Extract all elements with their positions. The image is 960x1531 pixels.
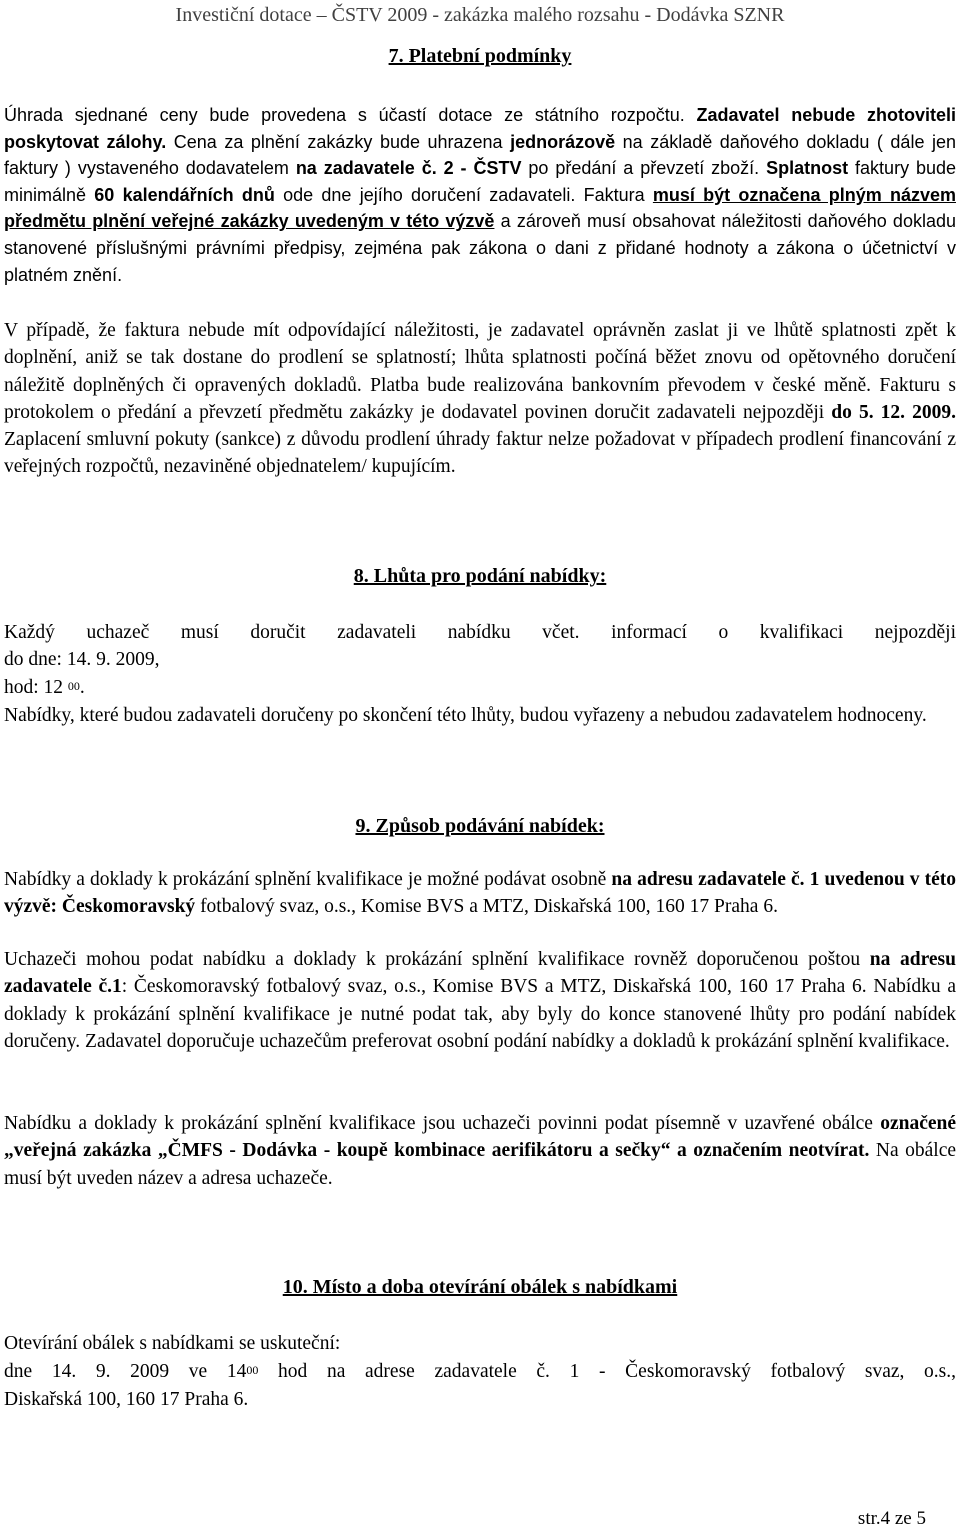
section-8-title xyxy=(0,565,960,588)
section-10-title xyxy=(0,1276,960,1299)
section-8-deadline-hour: hod: 12 $^{00}$. xyxy=(4,677,85,698)
section-10-line-3: Diskařská 100, 160 17 Praha 6. xyxy=(4,1389,249,1410)
section-9-paragraph-2: Uchazeči mohou podat nabídku a doklady k prokázání splnění kvalifikace rovněž doporučenou poštou na adresu zadavatele č.1: Českomoravský fotbalový svaz, o.s., Komise BVS a MTZ, Diskařská 100, 160 17 Praha 6. Nabídku a doklady k prokázání splnění kvalifikace je nutné podat tak, aby byly do konce stanovené lhůty pro podání nabídek doručeny. Zadavatel doporučuje uchazečům preferovat osobní podání nabídky a dokladů k prokázání splnění kvalifikace. xyxy=(4,949,956,1052)
section-7-title-text: 7. Platební podmínky xyxy=(388,45,572,67)
page-number: str.4 ze 5 xyxy=(857,1508,926,1529)
section-8-line-1: Každý uchazeč musí doručit zadavateli nabídku včet. informací o kvalifikaci nejpozději xyxy=(4,622,956,643)
section-10-line-2: dne 14. 9. 2009 ve $14^{00}$ hod na adrese zadavatele č. 1 - Českomoravský fotbalový svaz, o.s., xyxy=(4,1361,957,1382)
section-9-title xyxy=(0,815,960,838)
section-10-title-text: 10. Místo a doba otevírání obálek s nabídkami xyxy=(282,1276,678,1298)
section-10-line-1: Otevírání obálek s nabídkami se uskuteční: xyxy=(4,1333,341,1354)
section-7-paragraph-2: V případě, že faktura nebude mít odpovídající náležitosti, je zadavatel oprávněn zaslat ji ve lhůtě splatnosti zpět k doplnění, aniž se tak dostane do prodlení se splatností; lhůta splatnosti počíná běžet znovu od opětovného doručení náležitě doplněných či opravených dokladů. Platba bude realizována bankovním převodem v české měně. Fakturu s protokolem o předání a převzetí předmětu zakázky je dodavatel povinen doručit zadavateli nejpozději do 5. 12. 2009. Zaplacení smluvní pokuty (sankce) z důvodu prodlení úhrady faktur nelze požadovat v případech prodlení financování z veřejných rozpočtů, nezaviněné objednatelem/ kupujícím. xyxy=(4,320,956,478)
section-8-title-text: 8. Lhůta pro podání nabídky: xyxy=(353,565,607,587)
section-7-title xyxy=(0,45,960,68)
section-8-deadline-date: do dne: 14. 9. 2009, xyxy=(4,649,160,670)
section-9-paragraph-3: Nabídku a doklady k prokázání splnění kvalifikace jsou uchazeči povinni podat písemně v uzavřené obálce označené „veřejná zakázka „ČMFS - Dodávka - koupě kombinace aerifikátoru a sečky“ a označením neotvírat. Na obálce musí být uveden název a adresa uchazeče. xyxy=(4,1113,957,1189)
page-header: Investiční dotace – ČSTV 2009 - zakázka malého rozsahu - Dodávka SZNR xyxy=(175,4,785,26)
section-7-paragraph-1: Úhrada sjednané ceny bude provedena s účastí dotace ze státního rozpočtu. Zadavatel nebude zhotoviteli poskytovat zálohy. Cena za plnění zakázky bude uhrazena jednorázově na základě daňového dokladu ( dále jen faktury ) vystaveného dodavatelem na zadavatele č. 2 - ČSTV po předání a převzetí zboží. Splatnost faktury bude minimálně 60 kalendářních dnů ode dne jejího doručení zadavateli. Faktura musí být označena plným názvem předmětu plnění veřejné zakázky uvedeným v této výzvě a zároveň musí obsahovat náležitosti daňového dokladu stanovené příslušnými právními předpisy, zejména pak zákona o dani z přidané hodnoty a zákona o účetnictví v platném znění. xyxy=(4,105,957,285)
section-9-paragraph-1: Nabídky a doklady k prokázání splnění kvalifikace je možné podávat osobně na adresu zadavatele č. 1 uvedenou v této výzvě: Českomoravský fotbalový svaz, o.s., Komise BVS a MTZ, Diskařská 100, 160 17 Praha 6. xyxy=(4,869,957,918)
section-8-paragraph-2: Nabídky, které budou zadavateli doručeny po skončení této lhůty, budou vyřazeny a nebudou zadavatelem hodnoceny. xyxy=(4,705,927,726)
section-9-title-text: 9. Způsob podávání nabídek: xyxy=(355,815,605,837)
